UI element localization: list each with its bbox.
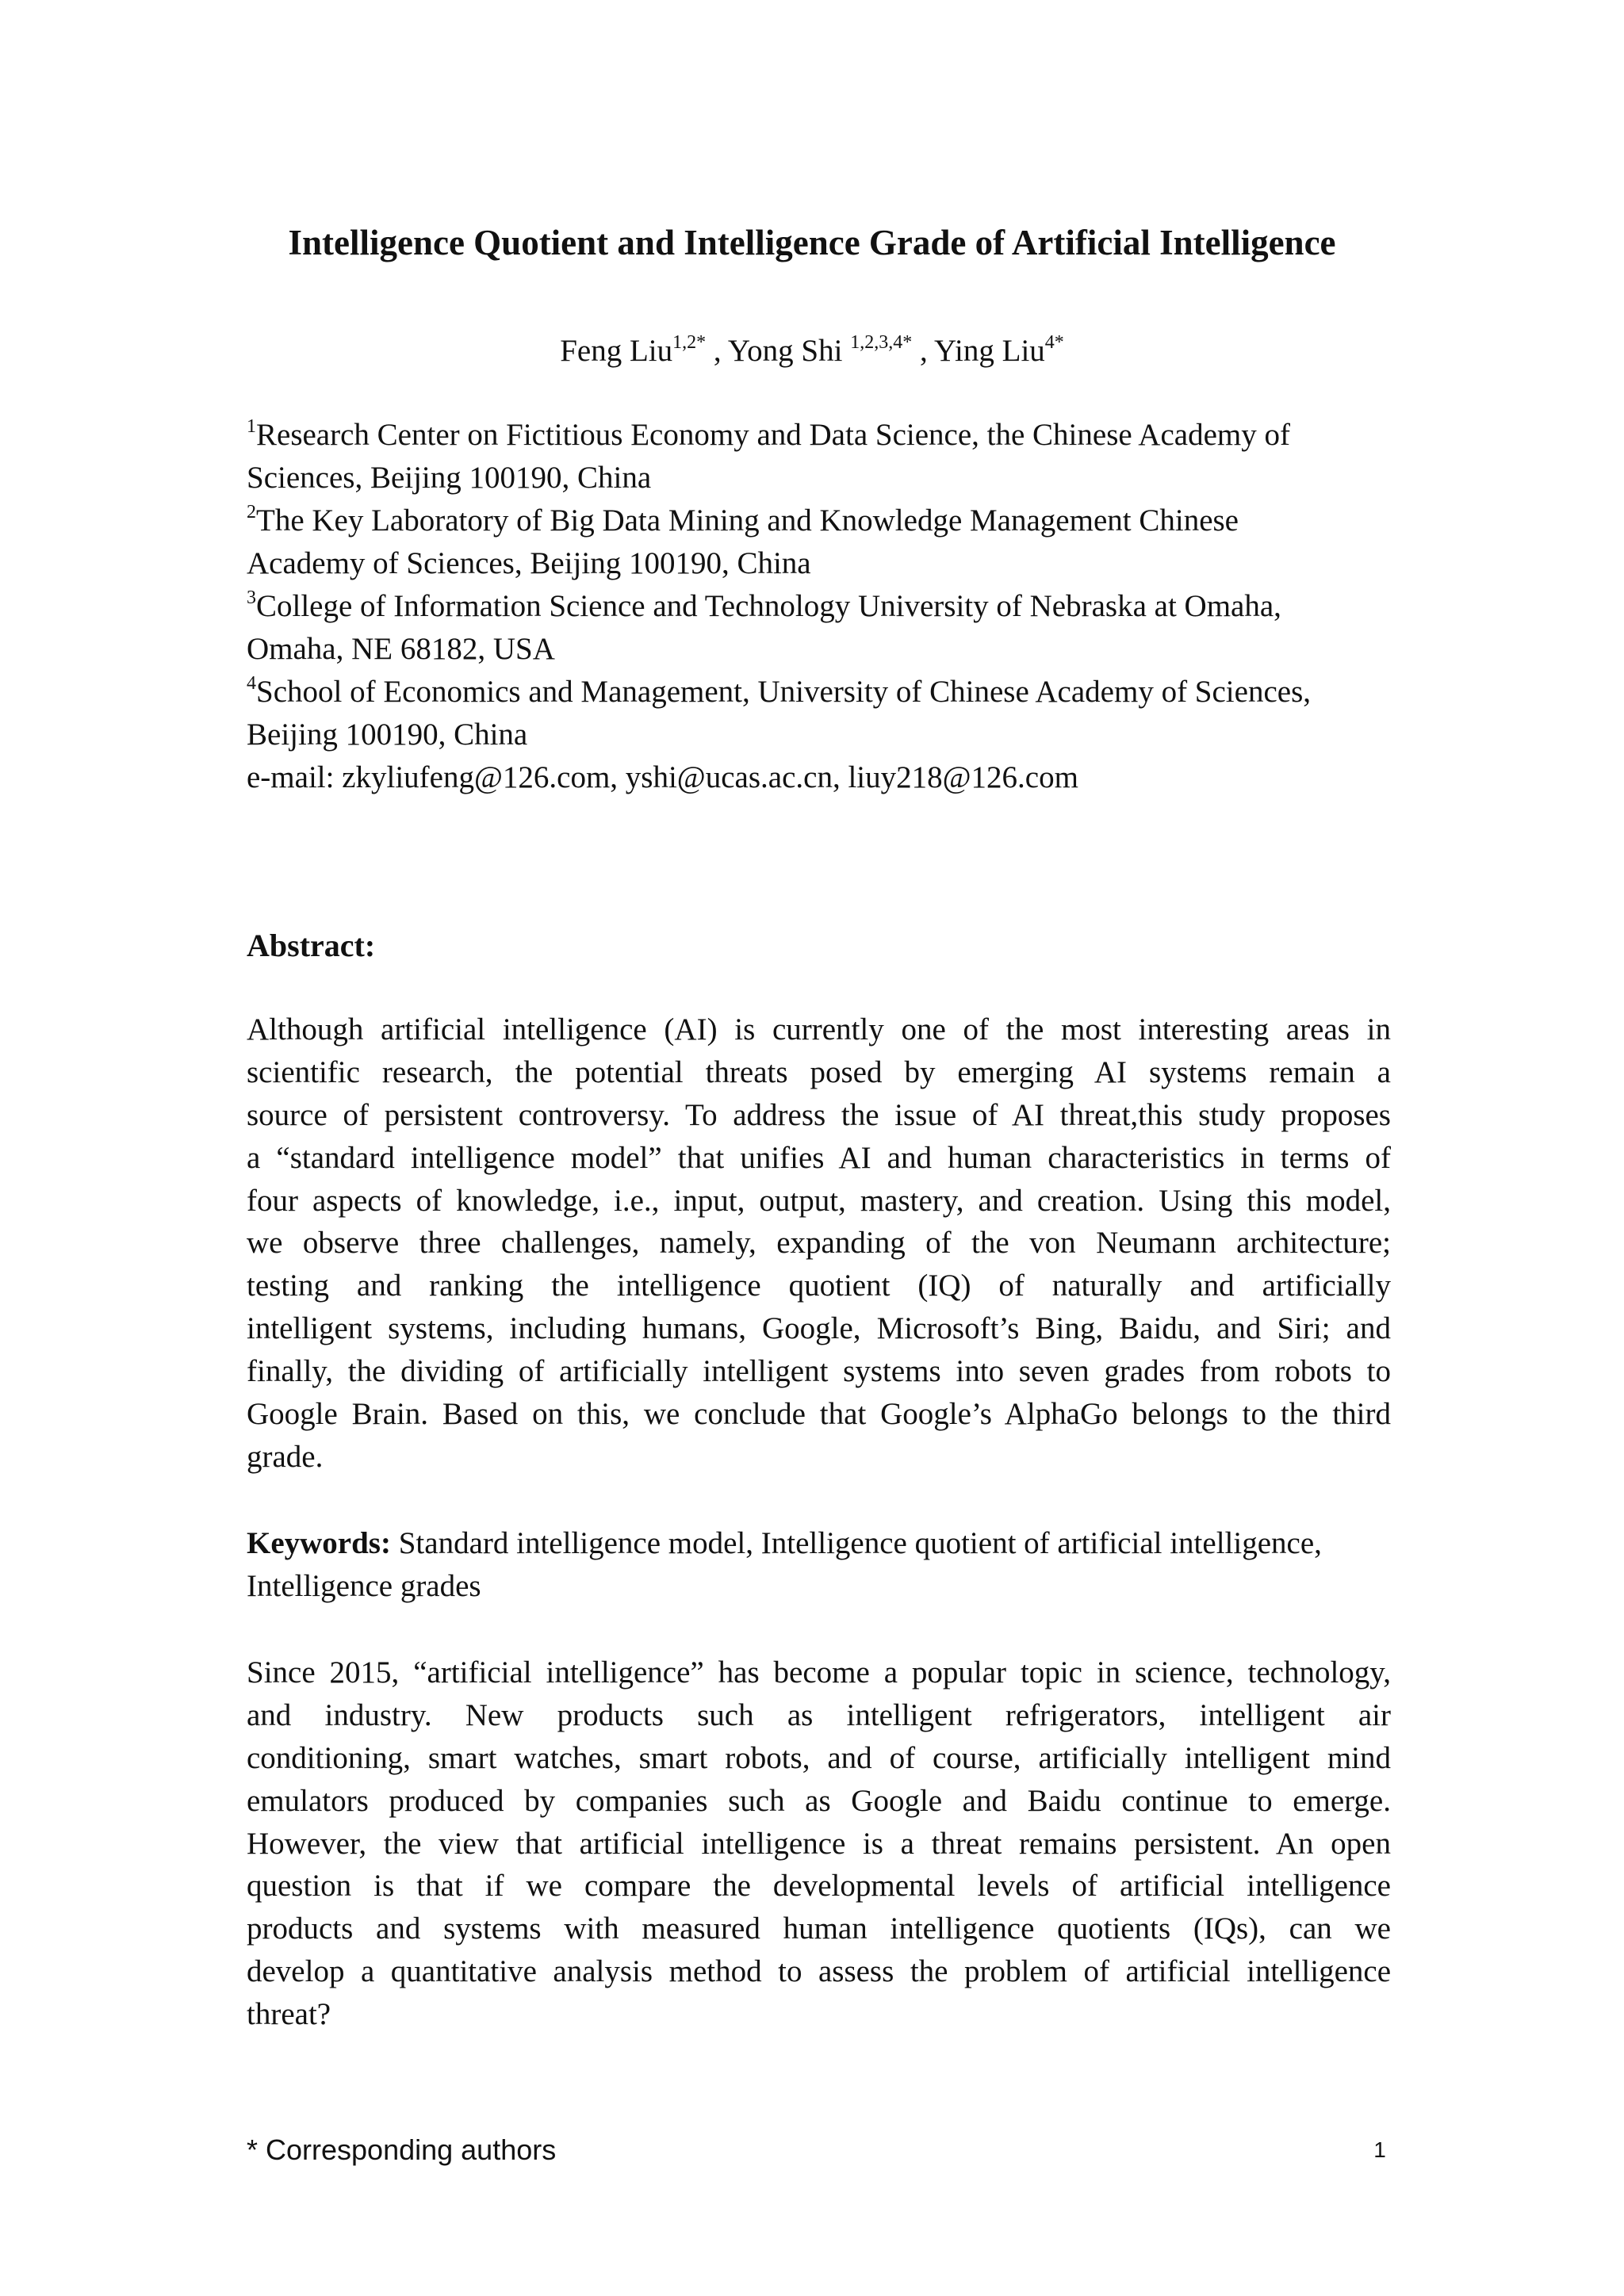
body-line: Since 2015, “artificial intelligence” has become a popular topic in science, technology, [247, 1655, 1391, 1689]
abstract-line: intelligent systems, including humans, Google, Microsoft’s Bing, Baidu, and Siri; and [247, 1311, 1391, 1346]
abstract-line: scientific research, the potential threats posed by emerging AI systems remain a [247, 1054, 1391, 1089]
keywords-text: Intelligence grades [247, 1569, 481, 1603]
affiliation-line [247, 628, 1396, 671]
body-line: threat? [247, 1997, 331, 2032]
body-line: question is that if we compare the developmental levels of artificial intelligence [247, 1869, 1391, 1904]
body-line: develop a quantitative analysis method to assess the problem of artificial intelligence [247, 1954, 1391, 1989]
abstract-line: source of persistent controversy. To address the issue of AI threat,this study proposes [247, 1097, 1391, 1132]
affiliation-number: 4 [247, 673, 256, 694]
affiliation-line [247, 542, 1396, 585]
author-name: Feng Liu [560, 334, 673, 368]
abstract-line: Google Brain. Based on this, we conclude that Google’s AlphaGo belongs to the third [247, 1397, 1391, 1432]
affiliation-line [247, 714, 1396, 756]
affiliation-text: College of Information Science and Technology University of Nebraska at Omaha, [256, 589, 1281, 623]
author-list [0, 331, 1624, 371]
paper-title: Intelligence Quotient and Intelligence Grade of Artificial Intelligence [288, 223, 1336, 262]
affiliation-line [247, 457, 1396, 499]
abstract-line: we observe three challenges, namely, expanding of the von Neumann architecture; [247, 1226, 1391, 1261]
abstract-line: testing and ranking the intelligence quotient (IQ) of naturally and artificially [247, 1269, 1391, 1303]
keywords-label: Keywords: [247, 1526, 391, 1560]
author-separator: , [706, 334, 728, 368]
body-line: However, the view that artificial intelligence is a threat remains persistent. An open [247, 1826, 1391, 1861]
author-name: Ying Liu [934, 334, 1045, 368]
author-emails: e-mail: zkyliufeng@126.com, yshi@ucas.ac.cn, liuy218@126.com [247, 760, 1078, 794]
author-affiliation-marker: 4* [1044, 332, 1064, 353]
affiliation-number: 2 [247, 502, 256, 522]
abstract-line: grade. [247, 1439, 324, 1474]
body-line: conditioning, smart watches, smart robots, and of course, artificially intelligent mind [247, 1740, 1391, 1775]
affiliation-text: Beijing 100190, China [247, 718, 528, 752]
affiliation-text: The Key Laboratory of Big Data Mining and Knowledge Management Chinese [256, 503, 1239, 538]
abstract-line: four aspects of knowledge, i.e., input, output, mastery, and creation. Using this model, [247, 1183, 1391, 1218]
abstract-heading: Abstract: [247, 928, 376, 963]
affiliation-line [247, 414, 1396, 457]
author-separator: , [912, 334, 935, 368]
affiliation-list [247, 414, 1396, 799]
author-affiliation-marker: 1,2* [672, 332, 707, 353]
body-line: and industry. New products such as intelligent refrigerators, intelligent air [247, 1697, 1391, 1732]
keywords-line [247, 1522, 1404, 1565]
keywords-text: Standard intelligence model, Intelligence quotient of artificial intelligence, [390, 1526, 1322, 1560]
author-affiliation-marker: 1,2,3,4* [850, 332, 913, 353]
affiliation-number: 1 [247, 416, 256, 437]
footnote: * Corresponding authors [247, 2133, 557, 2166]
affiliation-line [247, 499, 1396, 542]
affiliation-line [247, 671, 1396, 714]
affiliation-text: Omaha, NE 68182, USA [247, 632, 555, 666]
abstract-line: a “standard intelligence model” that unifies AI and human characteristics in terms of [247, 1140, 1391, 1175]
affiliation-line [247, 585, 1396, 628]
affiliation-text: Research Center on Fictitious Economy and Data Science, the Chinese Academy of [256, 418, 1290, 452]
affiliation-text: Academy of Sciences, Beijing 100190, China [247, 546, 811, 580]
body-line: emulators produced by companies such as Google and Baidu continue to emerge. [247, 1783, 1391, 1818]
keywords-line [247, 1565, 1404, 1608]
affiliation-text: School of Economics and Management, University of Chinese Academy of Sciences, [256, 675, 1311, 709]
abstract-line: finally, the dividing of artificially intelligent systems into seven grades from robots to [247, 1354, 1391, 1389]
abstract-body [247, 1008, 1391, 1479]
affiliation-number: 3 [247, 587, 256, 608]
page-number: 1 [1373, 2137, 1386, 2162]
abstract-line: Although artificial intelligence (AI) is currently one of the most interesting areas in [247, 1012, 1391, 1047]
affiliation-text: Sciences, Beijing 100190, China [247, 461, 652, 495]
author-name: Yong Shi [727, 334, 851, 368]
keywords [247, 1522, 1404, 1608]
body-line: products and systems with measured human intelligence quotients (IQs), can we [247, 1911, 1391, 1946]
introduction-paragraph [247, 1651, 1391, 2036]
